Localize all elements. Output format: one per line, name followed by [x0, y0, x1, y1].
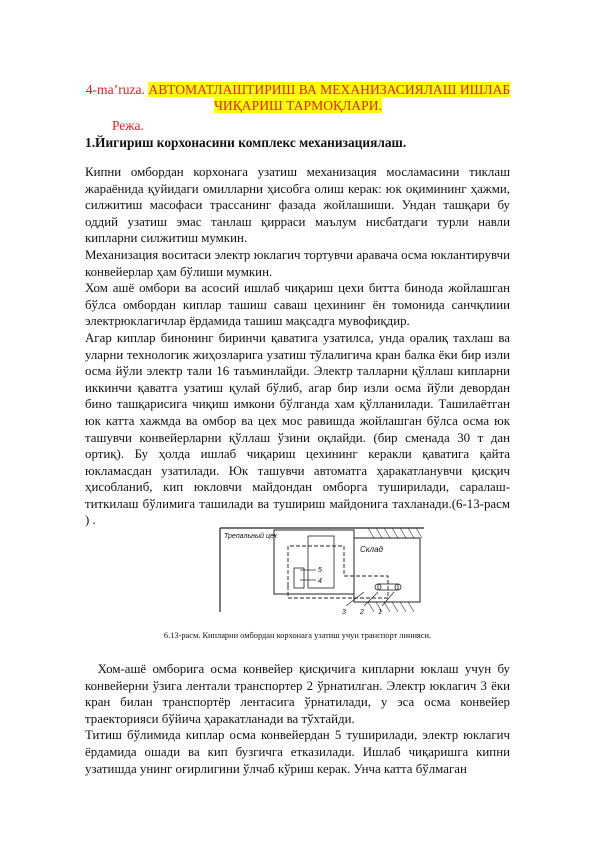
workshop-label-text: Трепальный цех [224, 533, 278, 540]
workshop-label [224, 532, 278, 540]
loading-unit [294, 568, 304, 588]
building-outline [220, 528, 424, 612]
lecture-title [84, 82, 512, 114]
transport-line-diagram [218, 526, 426, 616]
body-text-before-figure [85, 164, 510, 529]
workshop-room [274, 530, 354, 594]
callout-number: 3 [342, 609, 346, 616]
callout-number: 1 [378, 609, 382, 616]
wall-hatching [368, 528, 422, 612]
body-text-after-figure [85, 661, 514, 777]
figure-caption: 6.13-расм. Кипларни омбордан корхонага узатиш учун транспорт линияси. [163, 631, 432, 640]
paragraph: Хом ашё омбори ва асосий ишлаб чиқариш цехи битта бинода жойлашган бўлса омбордан киплар ташиш саваш цехининг ён томонида санчқлиии электрюклагичлар ёрдамида ташиш мақсадга мувофиқдир. [85, 281, 510, 329]
callout-number: 2 [360, 609, 364, 616]
paragraph: Агар киплар бинонинг биринчи қаватига узатилса, унда оралиқ тахлаш ва уларни технологик жиҳозларига узатиш тўлалигича кран балка ёки бир изли осма йўли электр тали 16 таъминлайди. Электр талларни қўллаш кипларни иккинчи қаватга узатиш қулай бўлиб, агар бир изли осма йўли девордан бино ташқарисига чиқиш имкони бўлганда хам қўлланилади. Ташилаётган юк катта хажмда ва омбор ва цех мос равишда жойлашган бўлса осма юк ташувчи конвейерларни қўллаш ўзини оқлайди. (бир сменада 30 т дан ортиқ). Бу ҳолда ишлаб чиқариш цехининг керакли қаватига қайта юкламасдан узатилади. Юк ташувчи автоматга ҳаракатланувчи қисқич ҳисобланиб, кип юкловчи майдондан омборга туширилади, саралаш-титкилаш бўлимига ташилади ва тушириш майдонига тахланади.(6-13-расм ) . [85, 330, 510, 528]
section-heading: 1.Йигириш корхонасини комплекс механизациялаш. [85, 135, 407, 150]
paragraph: Механизация воситаси электр юклагич тортувчи аравача осма юклантирувчи конвейерлар ҳам бўлиши мумкин. [85, 247, 510, 279]
warehouse-label: Склад [360, 545, 383, 554]
lecture-number: 4-ma’ruza. [85, 82, 149, 97]
paragraph: Титиш бўлимида киплар осма конвейердан 5 туширилади, электр юклагич ёрдамида ошади ва кип бузгичга етказилади. Ишлаб чиқаришга кипни узатишда унинг оғирлигини ўлчаб кўриш керак. Унча катта бўлмаган [85, 728, 510, 776]
paragraph: Кипни омбордан корхонага узатиш механизация мосламасини тиклаш жараёнида қуйидаги омилларни ҳисобга олиш керак: юк оқимининг ҳажми, силжитиш масофаси трассанинг фазада жойлашиши. Ундан ташқари бу оддий узатиш эмас танлаш қирраси маълум нисбатдаги турли навли кипларни силжитиш мумкин. [85, 165, 510, 246]
paragraph: Хом-ашё омборига осма конвейер қисқичига кипларни юклаш учун бу конвейерни ўзига лентали транспортер 2 ўрнатилган. Электр юклагич 3 ёки кран билан транспортёр лентасига ўрнатилади, у эса осма конвейер траекторияси бўйича ҳаракатланади ва тўхтайди. [85, 662, 514, 726]
lecture-topic: АВТОМАТЛАШТИРИШ ВА МЕХАНИЗАСИЯЛАШ ИШЛАБ ЧИҚАРИШ ТАРМОҚЛАРИ. [148, 82, 511, 113]
callout-number: 4 [318, 578, 322, 585]
callout-number: 5 [318, 567, 322, 574]
plan-label: Режа. [112, 118, 144, 133]
